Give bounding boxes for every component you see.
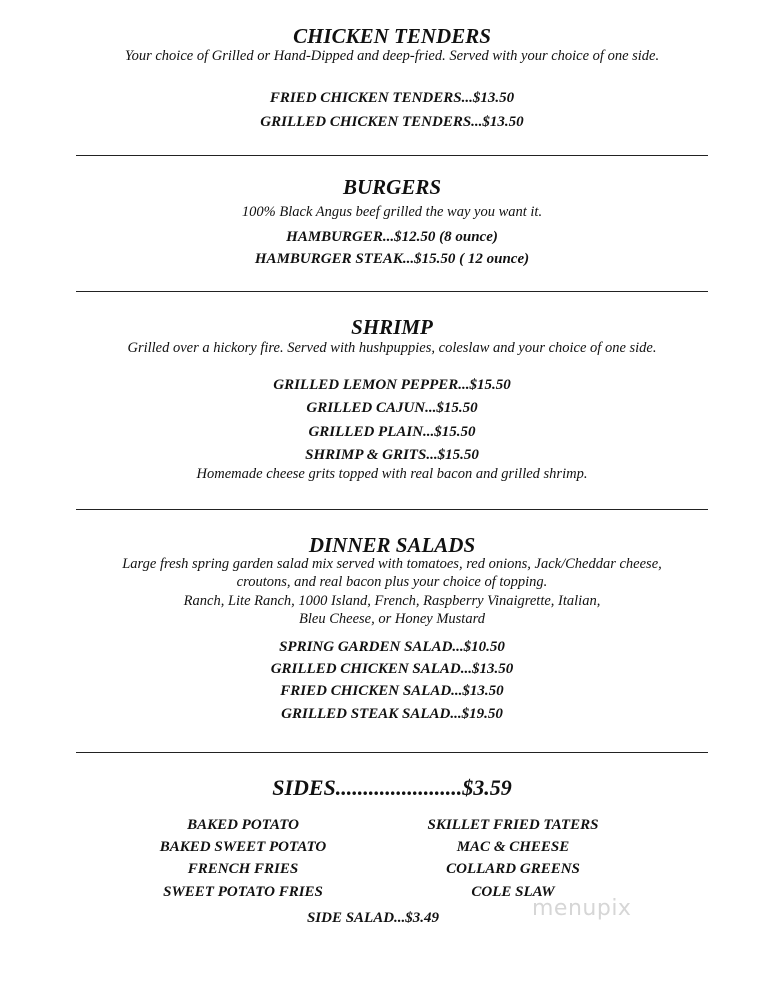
section-description: croutons, and real bacon plus your choice of topping. xyxy=(236,574,548,590)
section-description: Ranch, Lite Ranch, 1000 Island, French, Raspberry Vinaigrette, Italian, xyxy=(183,593,601,609)
section-description: 100% Black Angus beef grilled the way you want it. xyxy=(241,204,543,220)
menu-item: FRIED CHICKEN TENDERS...$13.50 xyxy=(269,90,515,106)
section-title-dinner-salads: DINNER SALADS xyxy=(308,533,476,557)
section-description: Your choice of Grilled or Hand-Dipped and deep-fried. Served with your choice of one side. xyxy=(124,48,660,64)
item-note: Homemade cheese grits topped with real bacon and grilled shrimp. xyxy=(196,466,588,482)
side-item: COLE SLAW xyxy=(471,884,555,900)
section-description: Grilled over a hickory fire. Served with hushpuppies, coleslaw and your choice of one side. xyxy=(127,340,657,356)
menu-item: GRILLED CHICKEN SALAD...$13.50 xyxy=(270,661,514,677)
watermark-logo: menupix xyxy=(532,896,632,921)
menu-item: GRILLED STEAK SALAD...$19.50 xyxy=(281,706,503,722)
section-description: Bleu Cheese, or Honey Mustard xyxy=(299,611,485,627)
menu-item: HAMBURGER STEAK...$15.50 ( 12 ounce) xyxy=(254,251,530,267)
divider xyxy=(76,752,708,753)
section-title-chicken-tenders: CHICKEN TENDERS xyxy=(293,24,491,48)
section-title-shrimp: SHRIMP xyxy=(351,315,433,339)
section-description: Large fresh spring garden salad mix served with tomatoes, red onions, Jack/Cheddar cheese, xyxy=(122,556,662,572)
menu-item: HAMBURGER...$12.50 (8 ounce) xyxy=(286,229,498,245)
menu-item: SHRIMP & GRITS...$15.50 xyxy=(305,447,479,463)
menu-item: GRILLED PLAIN...$15.50 xyxy=(308,424,476,440)
side-salad-item: SIDE SALAD...$3.49 xyxy=(306,910,440,926)
menu-item: GRILLED CHICKEN TENDERS...$13.50 xyxy=(260,114,524,130)
side-item: SWEET POTATO FRIES xyxy=(163,884,323,900)
divider xyxy=(76,509,708,510)
menu-item: GRILLED LEMON PEPPER...$15.50 xyxy=(273,377,511,393)
side-item: BAKED POTATO xyxy=(187,817,299,833)
side-item: COLLARD GREENS xyxy=(446,861,580,877)
divider xyxy=(76,291,708,292)
section-title-burgers: BURGERS xyxy=(342,175,442,199)
divider xyxy=(76,155,708,156)
side-item: SKILLET FRIED TATERS xyxy=(427,817,599,833)
menu-item: FRIED CHICKEN SALAD...$13.50 xyxy=(280,683,504,699)
side-item: FRENCH FRIES xyxy=(187,861,299,877)
section-title-sides: SIDES.......................$3.59 xyxy=(272,775,512,800)
menu-item: GRILLED CAJUN...$15.50 xyxy=(306,400,478,416)
side-item: BAKED SWEET POTATO xyxy=(159,839,327,855)
side-item: MAC & CHEESE xyxy=(456,839,570,855)
menu-item: SPRING GARDEN SALAD...$10.50 xyxy=(279,639,505,655)
